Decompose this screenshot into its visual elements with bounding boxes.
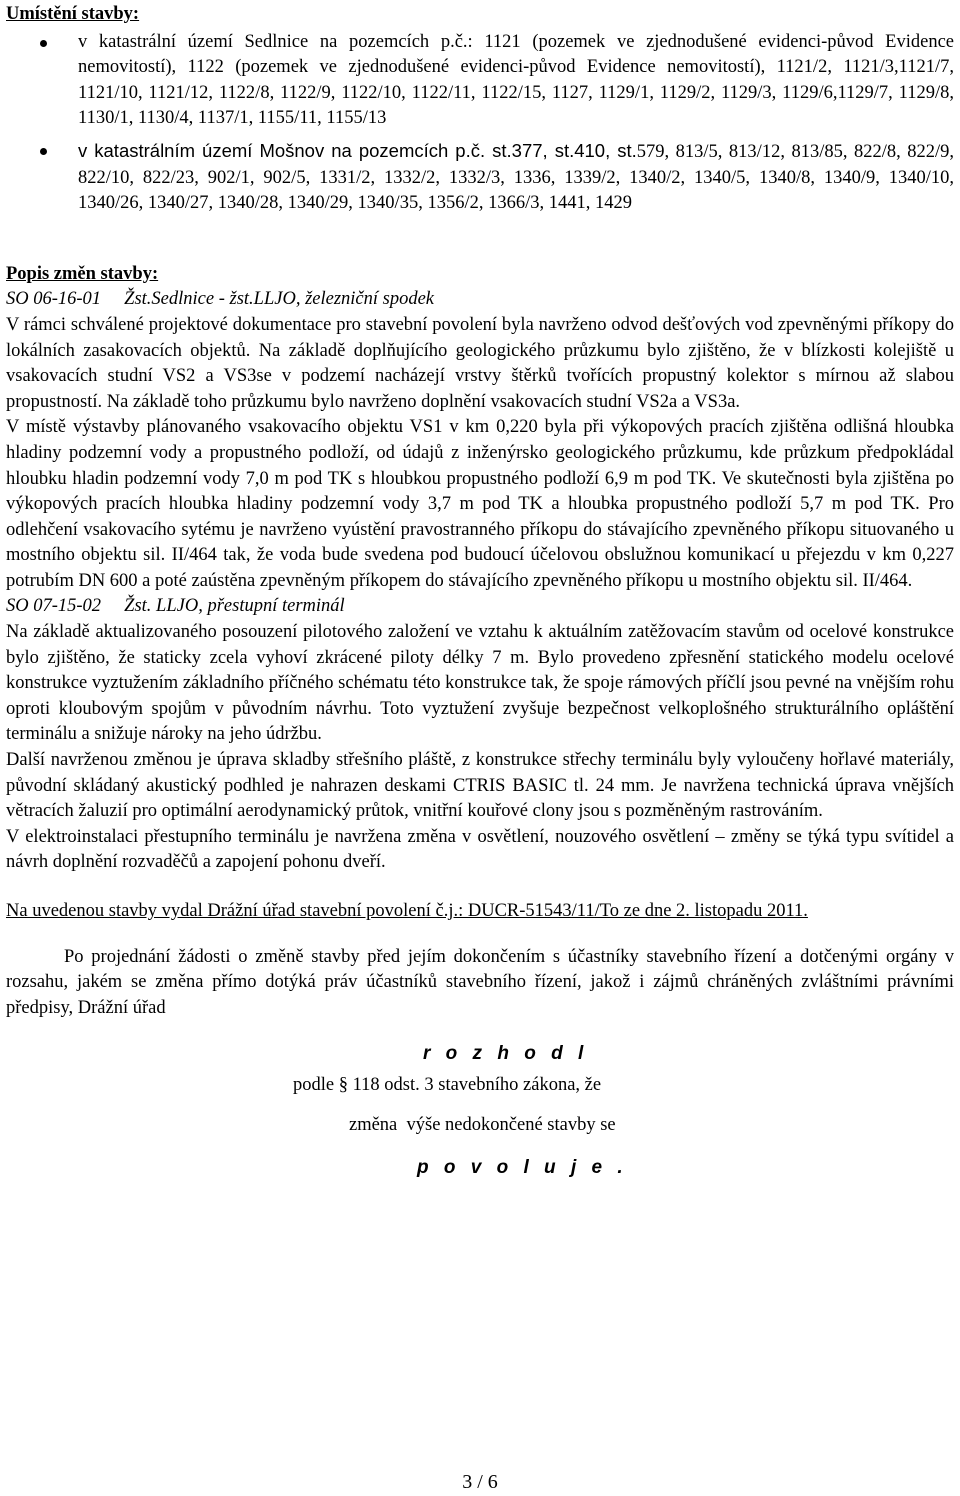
site-item-mosnov-rest: 579, 813/5, 813/12, 813/85, 822/8, 822/9, 822/10, 822/23, 902/1, 902/5, 1331/2, 1332/2, 1332/3, 1336, 1339/2, 1340/2, 1340/5, 1340/8, 1340/9, 1340/10, 1340/26, 1340/27, 1340/28, 1340/29, 1340/35, 1356/2, 1366/3, 1441, 1429 (78, 141, 954, 214)
so1-title: SO 06-16-01 Žst.Sedlnice - žst.LLJO, železniční spodek (6, 289, 435, 310)
so2-paragraph: V elektroinstalaci přestupního terminálu je navržena změna v osvětlení, nouzového osvětlení – změny se týká typu svítidel a návrh doplnění rozvaděčů a zapojení pohonu dveří. (6, 826, 954, 873)
decision-verb: r o z h o d l (423, 1043, 589, 1065)
bullet-icon (40, 40, 47, 47)
site-heading: Umístění stavby: (6, 4, 140, 24)
so1-paragraph: V rámci schválené projektové dokumentace pro stavební povolení byla navrženo odvod dešťových vod zpevněnými příkopy do lokálních zasakovacích objektů. Na základě doplňujícího geologického průzkumu bylo zjištěno, že v blízkosti kolejiště u vsakovacích studní VS2 a VS3se v podzemí nacházejí vrstvy štěrků tvořících propustný kolektor s mírnou až slabou propustností. Na základě toho průzkumu bylo navrženo doplnění vsakovacích studní VS2a a VS3a. (6, 314, 954, 412)
so2-paragraph: Další navrženou změnou je úprava skladby střešního pláště, z konstrukce střechy terminálu byly vyloučeny hořlavé materiály, původní skládaný akustický podhled je nahrazen deskami CTRIS BASIC tl. 24 mm. Je navržena technická úprava vnějších větracích žaluzií pro optimální aerodynamický průtok, vnitřní kouřové clony jsou s pozměněným rastrováním. (6, 750, 954, 822)
decision-intro: Po projednání žádosti o změně stavby před jejím dokončením s účastníky stavebního řízení a dotčenými orgány v rozsahu, jakém se změna přímo dotýká práv účastníků stavebního řízení, jakož i zájmů chráněných zvláštními právními předpisy, Drážní úřad (6, 946, 954, 1018)
page-number: 3 / 6 (462, 1471, 498, 1493)
site-list (6, 30, 954, 217)
so2-paragraph: Na základě aktualizovaného posouzení pilotového založení ve vztahu k aktuálním zatěžovacím stavům od ocelové konstrukce bylo zjištěno, že staticky zcela vyhoví zkrácené piloty délky 7 m. Bylo provedeno zpřesnění statického modelu ocelové konstrukce vyztužením základního příčného schématu této konstrukce tak, že spoje rámových příčlí jsou pevné na vnějším rohu oproti kloubovým spojům v původním návrhu. Toto vyztužení zvyšuje bezpečnost velkoplošného strukturálního opláštění terminálu a snižuje nároky na jeho údržbu. (6, 622, 954, 745)
so1-paragraph: V místě výstavby plánovaného vsakovacího objektu VS1 v km 0,220 byla při výkopových pracích zjištěna odlišná hloubka hladiny podzemní vody a propustného podloží, od údajů z inženýrsko geologického průzkumu, kde průzkum předpokládal hloubku hladin podzemní vody 7,0 m pod TK s hloubkou propustného podloží 6,9 m pod TK. Ve skutečnosti byla zjištěna po výkopových pracích hloubka hladiny podzemní vody 3,7 m pod TK a hloubka propustného podloží 5,7 m pod TK. Pro odlehčení vsakovacího sytému je navrženo vyústění pravostranného příkopu do stávajícího zpevněného příkopu situovaného u mostního objektu sil. II/464 tak, že voda bude svedena pod budoucí účelovou obslužnou komunikací u přejezdu v km 0,227 potrubím DN 600 a poté zaústěna zpevněným příkopem do stávajícího zpevněného příkopu u mostního objektu sil. II/464. (6, 417, 954, 591)
document-page (6, 0, 954, 1493)
bullet-icon (40, 148, 47, 155)
decision-subject: změna výše nedokončené stavby se (349, 1114, 616, 1135)
decision-outcome: p o v o l u j e . (417, 1157, 628, 1179)
site-item-mosnov-lead: v katastrálním území Mošnov na pozemcích p.č. st.377, st.410, st. (78, 139, 637, 161)
so2-title: SO 07-15-02 Žst. LLJO, přestupní terminál (6, 596, 345, 617)
permit-statement: Na uvedenou stavby vydal Drážní úřad stavební povolení č.j.: DUCR-51543/11/To ze dne 2. listopadu 2011. (6, 901, 808, 921)
decision-legal-basis: podle § 118 odst. 3 stavebního zákona, že (293, 1074, 602, 1095)
site-item-sedlnice: v katastrální území Sedlnice na pozemcích p.č.: 1121 (pozemek ve zjednodušené evidenci-původ Evidence nemovitostí), 1122 (pozemek ve zjednodušené evidenci-původ Evidence nemovitostí), 1121/2, 1121/3,1121/7, 1121/10, 1121/12, 1122/8, 1122/9, 1122/10, 1122/11, 1122/15, 1127, 1129/1, 1129/2, 1129/3, 1129/6,1129/7, 1129/8, 1130/1, 1130/4, 1137/1, 1155/11, 1155/13 (78, 31, 954, 129)
list-item (6, 30, 954, 132)
list-item (6, 138, 954, 217)
changes-heading: Popis změn stavby: (6, 263, 159, 284)
